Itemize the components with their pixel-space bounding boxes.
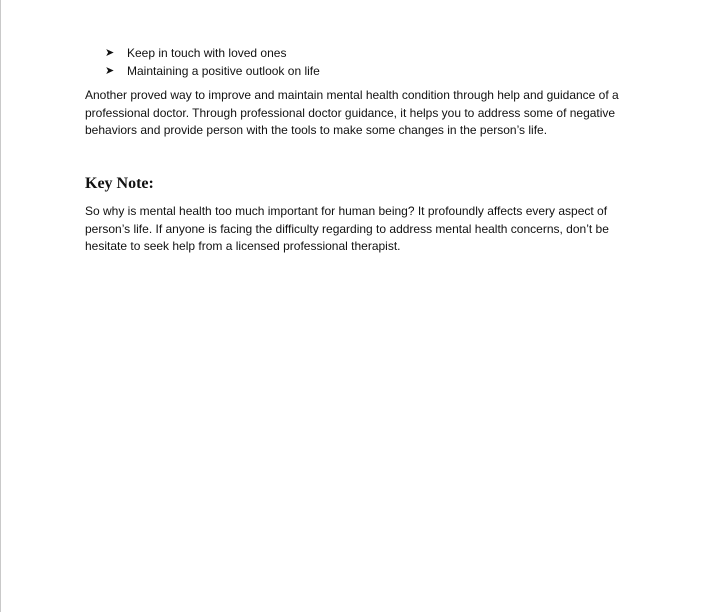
body-paragraph: So why is mental health too much important for human being? It profoundly affects every aspect of person’s life. If anyone is facing the difficulty regarding to address mental health concerns, don’t be hesitate to seek help from a licensed professional therapist. [85,204,609,253]
body-paragraph: Another proved way to improve and maintain mental health condition through help and guidance of a professional doctor. Through professional doctor guidance, it helps you to address some of negative behaviors and provide person with the tools to make some changes in the person’s life. [85,88,619,137]
list-item [105,44,320,62]
section-heading: Key Note: [85,175,154,192]
bullet-list [105,44,320,80]
arrow-bullet-icon: ➤ [105,65,115,77]
list-item-text: Maintaining a positive outlook on life [127,64,320,78]
list-item [105,62,320,80]
list-item-text: Keep in touch with loved ones [127,46,287,60]
arrow-bullet-icon: ➤ [105,47,115,59]
